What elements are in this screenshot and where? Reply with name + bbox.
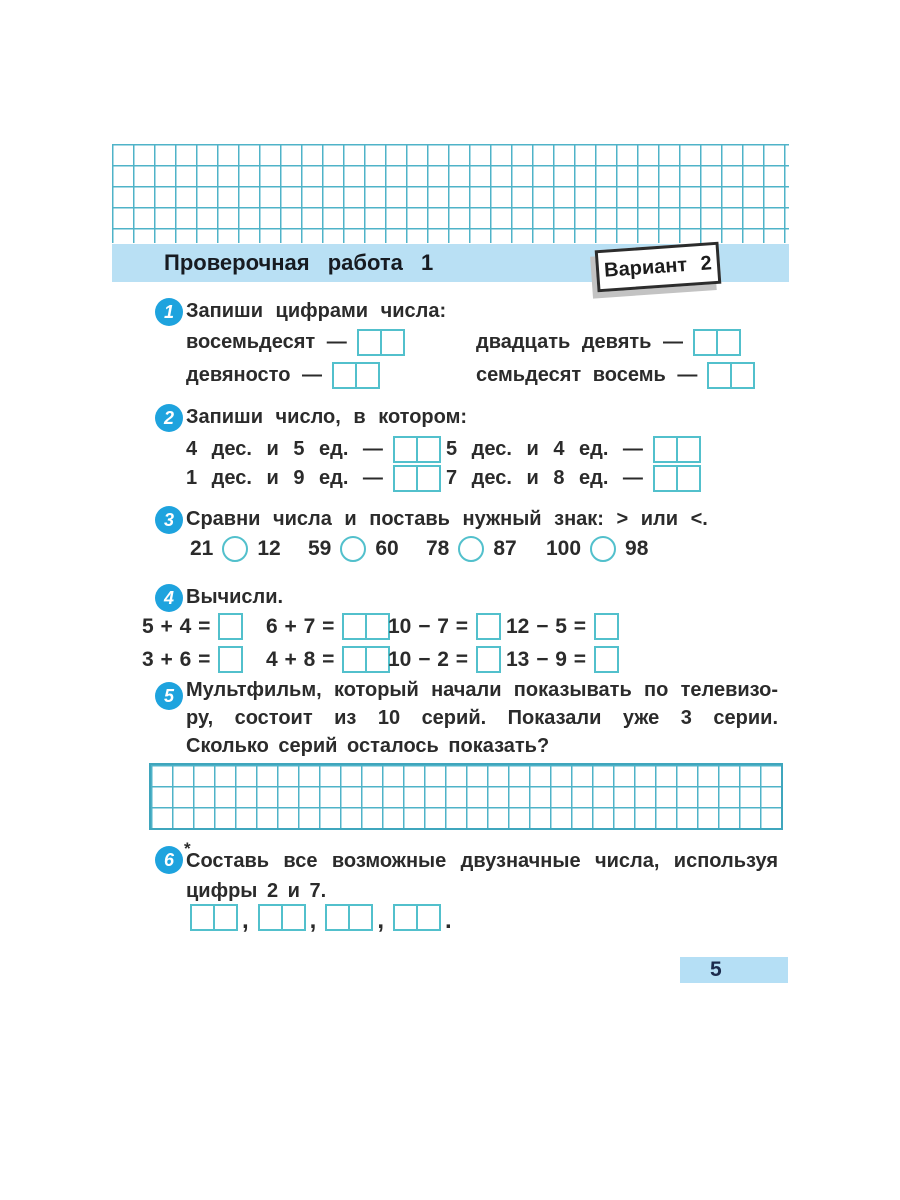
- answer-box[interactable]: [476, 613, 501, 640]
- exercise-6-number-badge: 6: [155, 846, 183, 874]
- exercise-3-prompt: Сравни числа и поставь нужный знак: > или <.: [186, 508, 708, 530]
- calc-item: 4 + 8 =: [266, 646, 390, 673]
- answer-box[interactable]: [393, 904, 441, 931]
- answer-box[interactable]: [707, 362, 755, 389]
- exercise-1-item: восемьдесят —: [186, 326, 405, 358]
- exercise-1-prompt: Запиши цифрами числа:: [186, 300, 447, 322]
- exercise-3-number-badge: 3: [155, 506, 183, 534]
- variant-badge: [595, 242, 722, 293]
- exercise-6-text-line: Составь все возможные двузначные числа, используя: [186, 850, 778, 872]
- squared-paper-top: [112, 144, 789, 243]
- exercise-2-prompt: Запиши число, в котором:: [186, 406, 468, 428]
- exercise-1-item: двадцать девять —: [476, 326, 741, 358]
- comparison-pair: 78 87: [426, 537, 517, 560]
- calc-item: 5 + 4 =: [142, 613, 243, 640]
- calc-item: 10 − 2 =: [388, 646, 501, 673]
- calc-item: 6 + 7 =: [266, 613, 390, 640]
- answer-box[interactable]: [393, 465, 441, 492]
- exercise-2-item: 5 дес. и 4 ед. —: [446, 433, 701, 465]
- calc-item: 12 − 5 =: [506, 613, 619, 640]
- comparison-pair: 100 98: [546, 537, 649, 560]
- answer-box[interactable]: [218, 646, 243, 673]
- exercise-2-item: 4 дес. и 5 ед. —: [186, 433, 441, 465]
- answer-box[interactable]: [476, 646, 501, 673]
- answer-box[interactable]: [190, 904, 238, 931]
- working-area-grid[interactable]: [149, 763, 783, 830]
- answer-box[interactable]: [594, 646, 619, 673]
- exercise-4-number-badge: 4: [155, 584, 183, 612]
- exercise-6-answers-row: , , , .: [190, 904, 461, 931]
- exercise-5-text-line: Сколько серий осталось показать?: [186, 735, 550, 757]
- answer-box[interactable]: [325, 904, 373, 931]
- variant-label: Вариант 2: [603, 251, 713, 282]
- exercise-1-number-badge: 1: [155, 298, 183, 326]
- exercise-6-star: *: [184, 839, 191, 858]
- exercise-1-item: девяносто —: [186, 359, 380, 391]
- exercise-4-prompt: Вычисли.: [186, 586, 284, 608]
- calc-item: 10 − 7 =: [388, 613, 501, 640]
- answer-box[interactable]: [218, 613, 243, 640]
- exercise-5-text-line: ру, состоит из 10 серий. Показали уже 3 серии.: [186, 707, 778, 729]
- comparison-circle[interactable]: [590, 536, 616, 562]
- answer-box[interactable]: [693, 329, 741, 356]
- answer-box[interactable]: [594, 613, 619, 640]
- comparison-pair: 21 12: [190, 537, 281, 560]
- exercise-2-item: 7 дес. и 8 ед. —: [446, 462, 701, 494]
- answer-box[interactable]: [332, 362, 380, 389]
- answer-box[interactable]: [653, 465, 701, 492]
- calc-item: 13 − 9 =: [506, 646, 619, 673]
- exercise-2-item: 1 дес. и 9 ед. —: [186, 462, 441, 494]
- comparison-pair: 59 60: [308, 537, 399, 560]
- exercise-6-text-line: цифры 2 и 7.: [186, 880, 327, 902]
- exercise-5-text-line: Мультфильм, который начали показывать по телевизо-: [186, 679, 778, 701]
- comparison-circle[interactable]: [458, 536, 484, 562]
- page-number-badge: 5: [680, 957, 788, 983]
- answer-box[interactable]: [342, 646, 390, 673]
- exercise-1-item: семьдесят восемь —: [476, 359, 755, 391]
- answer-box[interactable]: [258, 904, 306, 931]
- answer-box[interactable]: [393, 436, 441, 463]
- page-title: Проверочная работа 1: [164, 250, 434, 275]
- exercise-5-number-badge: 5: [155, 682, 183, 710]
- comparison-circle[interactable]: [340, 536, 366, 562]
- comparison-circle[interactable]: [222, 536, 248, 562]
- answer-box[interactable]: [342, 613, 390, 640]
- answer-box[interactable]: [357, 329, 405, 356]
- exercise-2-number-badge: 2: [155, 404, 183, 432]
- calc-item: 3 + 6 =: [142, 646, 243, 673]
- answer-box[interactable]: [653, 436, 701, 463]
